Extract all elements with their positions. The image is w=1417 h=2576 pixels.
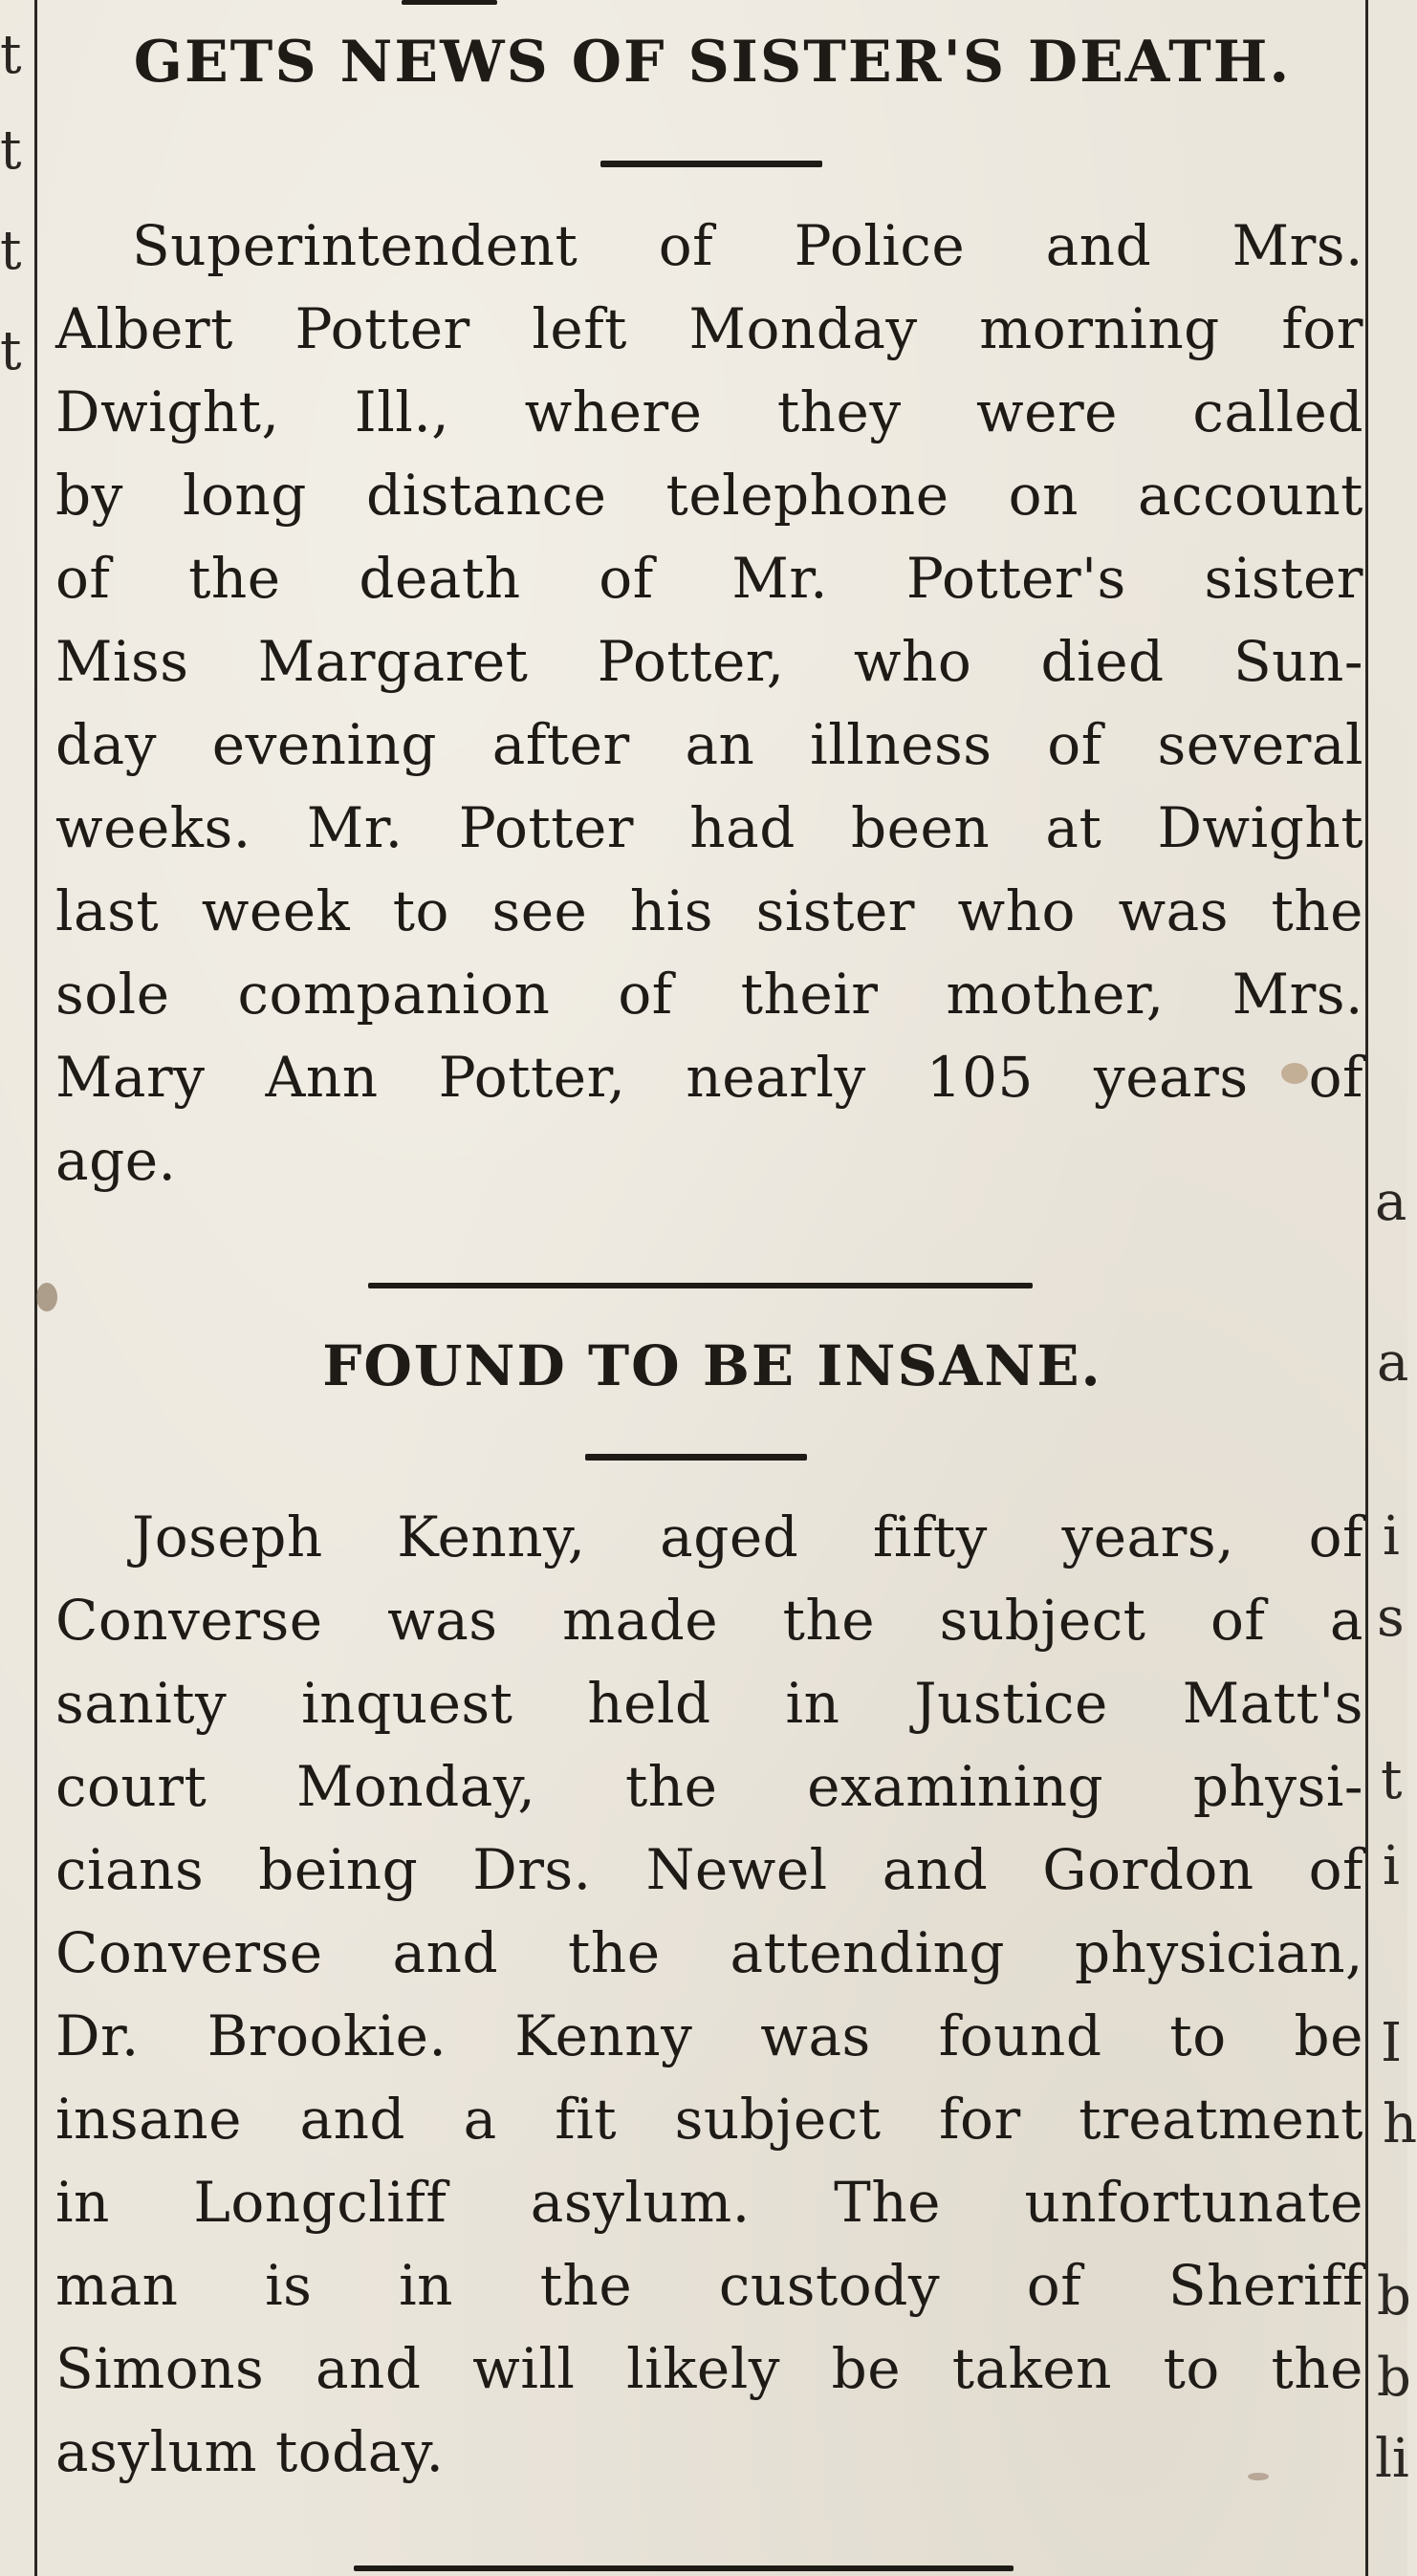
edge-glyph: t [0, 320, 22, 382]
text-line: Miss Margaret Potter, who died Sun- [55, 629, 1363, 694]
text-line: Joseph Kenny, aged fifty years, of [132, 1504, 1363, 1569]
text-line: in Longcliff asylum. The unfortunate [55, 2170, 1363, 2235]
edge-glyph: i [1383, 1835, 1400, 1897]
edge-glyph: a [1377, 1331, 1409, 1394]
text-line: Converse was made the subject of a [55, 1588, 1363, 1653]
paper-stain [1281, 1063, 1308, 1084]
headline-found-insane: FOUND TO BE INSANE. [322, 1333, 1102, 1398]
text-line: man is in the custody of Sheriff [55, 2253, 1363, 2318]
edge-glyph: t [0, 24, 22, 86]
column-rule-right [1365, 0, 1368, 2576]
headline-dash [600, 161, 822, 167]
paper-stain [1248, 2473, 1269, 2480]
text-line: Superintendent of Police and Mrs. [132, 213, 1363, 278]
edge-glyph: li [1375, 2428, 1409, 2490]
text-line: insane and a fit subject for treatment [55, 2087, 1363, 2152]
edge-glyph: s [1377, 1587, 1405, 1649]
text-line: weeks. Mr. Potter had been at Dwight [55, 795, 1363, 860]
bottom-rule-fragment [354, 2565, 1014, 2571]
headline-sisters-death: GETS NEWS OF SISTER'S DEATH. [133, 29, 1292, 96]
article-body-found-insane [55, 1496, 1363, 2494]
article-separator-rule [368, 1283, 1033, 1288]
text-line: asylum today. [55, 2419, 445, 2484]
text-line: Dr. Brookie. Kenny was found to be [55, 2003, 1363, 2068]
edge-glyph: t [1381, 1749, 1403, 1811]
edge-glyph: b [1377, 2347, 1411, 2409]
text-line: sole companion of their mother, Mrs. [55, 962, 1363, 1027]
edge-glyph: t [0, 220, 22, 282]
edge-glyph: b [1377, 2265, 1411, 2327]
edge-glyph: I [1381, 2012, 1403, 2074]
edge-glyph: h [1383, 2093, 1417, 2155]
text-line: Converse and the attending physician, [55, 1920, 1363, 1985]
text-line: of the death of Mr. Potter's sister [55, 546, 1363, 611]
column-rule-left [34, 0, 37, 2576]
text-line: sanity inquest held in Justice Matt's [55, 1671, 1363, 1736]
text-line: Albert Potter left Monday morning for [55, 296, 1363, 361]
paper-stain [36, 1283, 57, 1311]
text-line: Simons and will likely be taken to the [55, 2336, 1363, 2401]
text-line: cians being Drs. Newel and Gordon of [55, 1837, 1363, 1902]
text-line: day evening after an illness of several [55, 712, 1363, 777]
edge-glyph: t [0, 119, 22, 182]
text-line: by long distance telephone on account [55, 463, 1363, 528]
text-line: court Monday, the examining physi- [55, 1754, 1363, 1819]
text-line: Mary Ann Potter, nearly 105 years of [55, 1045, 1363, 1110]
edge-glyph: a [1375, 1171, 1407, 1233]
top-rule-fragment [402, 0, 497, 5]
edge-glyph: i [1383, 1505, 1400, 1568]
text-line: Dwight, Ill., where they were called [55, 379, 1363, 444]
text-line: age. [55, 1128, 177, 1193]
headline-dash [585, 1454, 807, 1461]
article-body-sisters-death [55, 205, 1363, 1202]
text-line: last week to see his sister who was the [55, 878, 1363, 943]
